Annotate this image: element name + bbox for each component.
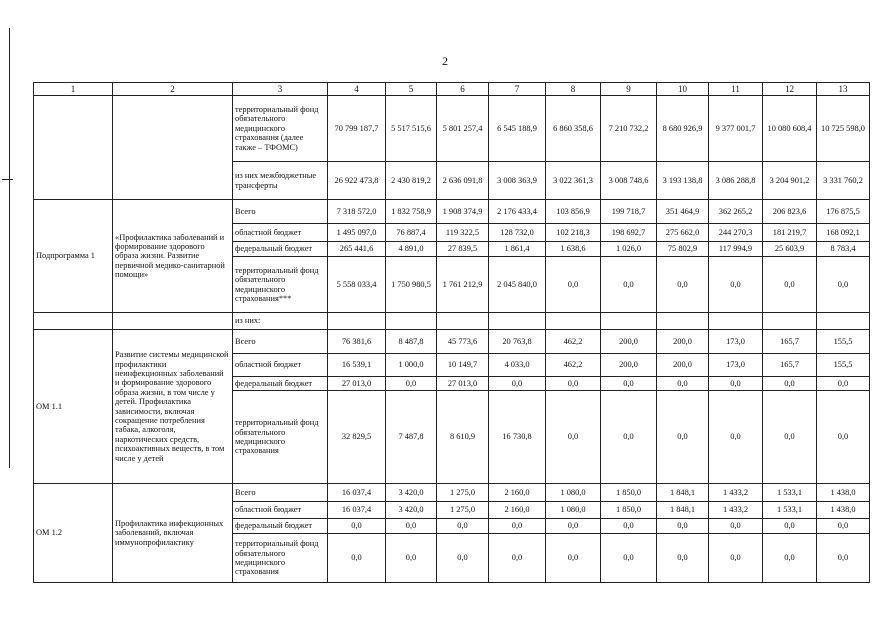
column-header: 4 [328, 83, 386, 96]
funding-source-cell: территориальный фонд обязательного медицинского страхования [233, 391, 328, 484]
value-cell: 75 802,9 [657, 242, 709, 257]
value-cell: 1 850,0 [601, 502, 657, 519]
value-cell: 6 545 188,9 [489, 96, 546, 162]
program-code-cell: Подпрограмма 1 [34, 200, 113, 313]
value-cell: 1 026,0 [601, 242, 657, 257]
funding-source-cell: Всего [233, 330, 328, 354]
page-number: 2 [442, 54, 448, 68]
value-cell: 0,0 [437, 519, 489, 534]
value-cell [386, 313, 437, 330]
program-name-cell: Профилактика инфекционных заболеваний, включая иммунопрофилактику [113, 484, 233, 583]
value-cell: 0,0 [386, 534, 437, 583]
value-cell: 16 037,4 [328, 502, 386, 519]
value-cell: 5 801 257,4 [437, 96, 489, 162]
value-cell: 0,0 [546, 257, 601, 313]
value-cell: 0,0 [386, 377, 437, 391]
value-cell: 26 922 473,8 [328, 162, 386, 200]
program-code-cell: ОМ 1.2 [34, 484, 113, 583]
value-cell: 1 533,1 [763, 502, 817, 519]
value-cell: 0,0 [489, 377, 546, 391]
table-row [34, 330, 870, 354]
funding-source-cell: Всего [233, 200, 328, 224]
table-row [34, 313, 870, 330]
value-cell: 128 732,0 [489, 224, 546, 242]
value-cell: 155,5 [817, 330, 870, 354]
value-cell: 265 441,6 [328, 242, 386, 257]
program-name-cell [113, 313, 233, 330]
value-cell: 1 080,0 [546, 484, 601, 502]
value-cell: 1 848,1 [657, 484, 709, 502]
value-cell: 155,5 [817, 354, 870, 377]
value-cell: 0,0 [601, 519, 657, 534]
table-row [34, 200, 870, 224]
value-cell: 6 860 358,6 [546, 96, 601, 162]
value-cell: 0,0 [763, 377, 817, 391]
value-cell: 2 045 840,0 [489, 257, 546, 313]
value-cell: 1 761 212,9 [437, 257, 489, 313]
value-cell [489, 313, 546, 330]
value-cell: 27 839,5 [437, 242, 489, 257]
value-cell: 8 487,8 [386, 330, 437, 354]
value-cell: 0,0 [328, 519, 386, 534]
value-cell: 200,0 [601, 354, 657, 377]
funding-source-cell: федеральный бюджет [233, 377, 328, 391]
value-cell: 3 204 901,2 [763, 162, 817, 200]
funding-source-cell: территориальный фонд обязательного медицинского страхования*** [233, 257, 328, 313]
value-cell: 0,0 [489, 519, 546, 534]
value-cell: 0,0 [817, 257, 870, 313]
value-cell: 1 832 758,9 [386, 200, 437, 224]
value-cell: 275 662,0 [657, 224, 709, 242]
value-cell: 0,0 [763, 519, 817, 534]
value-cell: 0,0 [657, 534, 709, 583]
value-cell: 0,0 [601, 534, 657, 583]
value-cell: 1 908 374,9 [437, 200, 489, 224]
value-cell: 2 636 091,8 [437, 162, 489, 200]
column-header: 5 [386, 83, 437, 96]
value-cell [601, 313, 657, 330]
value-cell: 3 086 288,8 [709, 162, 763, 200]
value-cell: 0,0 [709, 534, 763, 583]
value-cell: 1 850,0 [601, 484, 657, 502]
value-cell: 5 558 033,4 [328, 257, 386, 313]
value-cell: 7 487,8 [386, 391, 437, 484]
value-cell: 0,0 [546, 534, 601, 583]
value-cell: 200,0 [657, 354, 709, 377]
column-header: 1 [34, 83, 113, 96]
column-header: 11 [709, 83, 763, 96]
value-cell: 0,0 [657, 519, 709, 534]
value-cell: 2 160,0 [489, 502, 546, 519]
table-row [34, 484, 870, 502]
value-cell: 16 037,4 [328, 484, 386, 502]
funding-source-cell: областной бюджет [233, 354, 328, 377]
value-cell: 1 275,0 [437, 502, 489, 519]
value-cell: 0,0 [817, 391, 870, 484]
value-cell: 1 000,0 [386, 354, 437, 377]
value-cell: 103 856,9 [546, 200, 601, 224]
value-cell: 2 176 433,4 [489, 200, 546, 224]
value-cell: 3 420,0 [386, 502, 437, 519]
program-name-cell [113, 96, 233, 200]
value-cell: 0,0 [709, 257, 763, 313]
value-cell [709, 313, 763, 330]
value-cell: 165,7 [763, 354, 817, 377]
value-cell: 3 008 363,9 [489, 162, 546, 200]
value-cell: 1 495 097,0 [328, 224, 386, 242]
column-header: 12 [763, 83, 817, 96]
funding-source-cell: Всего [233, 484, 328, 502]
column-header: 2 [113, 83, 233, 96]
column-header: 13 [817, 83, 870, 96]
value-cell: 0,0 [546, 377, 601, 391]
value-cell: 1 533,1 [763, 484, 817, 502]
program-code-cell [34, 96, 113, 200]
value-cell: 165,7 [763, 330, 817, 354]
value-cell: 16 539,1 [328, 354, 386, 377]
value-cell: 1 750 980,5 [386, 257, 437, 313]
value-cell: 10 725 598,0 [817, 96, 870, 162]
value-cell: 1 438,0 [817, 484, 870, 502]
value-cell: 76 887,4 [386, 224, 437, 242]
value-cell: 1 638,6 [546, 242, 601, 257]
value-cell: 199 718,7 [601, 200, 657, 224]
value-cell: 0,0 [709, 391, 763, 484]
value-cell: 206 823,6 [763, 200, 817, 224]
program-code-cell [34, 313, 113, 330]
value-cell: 16 730,8 [489, 391, 546, 484]
value-cell: 27 013,0 [328, 377, 386, 391]
value-cell: 1 275,0 [437, 484, 489, 502]
left-margin-line [9, 28, 10, 468]
funding-source-cell: областной бюджет [233, 502, 328, 519]
value-cell: 0,0 [657, 391, 709, 484]
value-cell: 1 861,4 [489, 242, 546, 257]
value-cell: 0,0 [601, 377, 657, 391]
value-cell: 200,0 [601, 330, 657, 354]
column-header: 7 [489, 83, 546, 96]
column-header: 8 [546, 83, 601, 96]
value-cell: 173,0 [709, 330, 763, 354]
value-cell: 0,0 [386, 519, 437, 534]
value-cell: 70 799 187,7 [328, 96, 386, 162]
value-cell: 181 219,7 [763, 224, 817, 242]
header-row [34, 83, 870, 96]
budget-table [33, 82, 870, 583]
value-cell: 45 773,6 [437, 330, 489, 354]
value-cell: 4 033,0 [489, 354, 546, 377]
table-body [34, 96, 870, 583]
value-cell: 9 377 001,7 [709, 96, 763, 162]
value-cell: 3 193 138,8 [657, 162, 709, 200]
value-cell: 3 022 361,3 [546, 162, 601, 200]
value-cell: 0,0 [657, 257, 709, 313]
value-cell: 462,2 [546, 354, 601, 377]
value-cell: 3 420,0 [386, 484, 437, 502]
value-cell: 462,2 [546, 330, 601, 354]
value-cell: 0,0 [489, 534, 546, 583]
value-cell: 8 610,9 [437, 391, 489, 484]
value-cell: 0,0 [546, 519, 601, 534]
funding-source-cell: областной бюджет [233, 224, 328, 242]
value-cell: 3 008 748,6 [601, 162, 657, 200]
funding-source-cell: федеральный бюджет [233, 519, 328, 534]
value-cell: 20 763,8 [489, 330, 546, 354]
value-cell: 76 381,6 [328, 330, 386, 354]
value-cell: 244 270,3 [709, 224, 763, 242]
value-cell: 1 438,0 [817, 502, 870, 519]
value-cell: 7 318 572,0 [328, 200, 386, 224]
program-code-cell: ОМ 1.1 [34, 330, 113, 484]
value-cell: 0,0 [601, 257, 657, 313]
value-cell: 0,0 [817, 519, 870, 534]
value-cell: 10 080 608,4 [763, 96, 817, 162]
value-cell [328, 313, 386, 330]
funding-source-cell: из них межбюджетные трансферты [233, 162, 328, 200]
value-cell: 0,0 [657, 377, 709, 391]
value-cell: 8 680 926,9 [657, 96, 709, 162]
value-cell: 173,0 [709, 354, 763, 377]
value-cell: 168 092,1 [817, 224, 870, 242]
value-cell: 0,0 [817, 534, 870, 583]
value-cell: 8 783,4 [817, 242, 870, 257]
column-header: 6 [437, 83, 489, 96]
funding-source-cell: территориальный фонд обязательного медицинского страхования [233, 534, 328, 583]
value-cell: 119 322,5 [437, 224, 489, 242]
value-cell: 102 218,3 [546, 224, 601, 242]
funding-source-cell: территориальный фонд обязательного медицинского страхования (далее также – ТФОМС) [233, 96, 328, 162]
value-cell [657, 313, 709, 330]
value-cell: 117 994,9 [709, 242, 763, 257]
value-cell: 2 160,0 [489, 484, 546, 502]
value-cell [546, 313, 601, 330]
value-cell: 0,0 [601, 391, 657, 484]
value-cell: 0,0 [709, 519, 763, 534]
value-cell: 1 433,2 [709, 502, 763, 519]
funding-source-cell: из них: [233, 313, 328, 330]
value-cell: 25 603,9 [763, 242, 817, 257]
value-cell: 0,0 [328, 534, 386, 583]
value-cell: 176 875,5 [817, 200, 870, 224]
value-cell [763, 313, 817, 330]
funding-source-cell: федеральный бюджет [233, 242, 328, 257]
value-cell: 0,0 [763, 257, 817, 313]
value-cell: 351 464,9 [657, 200, 709, 224]
value-cell: 1 080,0 [546, 502, 601, 519]
column-header: 10 [657, 83, 709, 96]
value-cell: 10 149,7 [437, 354, 489, 377]
value-cell: 0,0 [763, 391, 817, 484]
program-name-cell: Развитие системы медицинской профилактики неинфекционных заболеваний и формирование здорового образа жизни, в том числе у детей. Профилактика зависимости, включая сокращение потребления табака, алкоголя, наркотических средств, психоактивных веществ, в том числе у детей [113, 330, 233, 484]
value-cell: 0,0 [437, 534, 489, 583]
value-cell: 0,0 [817, 377, 870, 391]
value-cell: 1 433,2 [709, 484, 763, 502]
value-cell: 3 331 760,2 [817, 162, 870, 200]
value-cell: 1 848,1 [657, 502, 709, 519]
value-cell: 4 891,0 [386, 242, 437, 257]
column-header: 3 [233, 83, 328, 96]
column-header: 9 [601, 83, 657, 96]
value-cell: 198 692,7 [601, 224, 657, 242]
value-cell [817, 313, 870, 330]
value-cell: 7 210 732,2 [601, 96, 657, 162]
value-cell: 200,0 [657, 330, 709, 354]
value-cell: 0,0 [546, 391, 601, 484]
value-cell [437, 313, 489, 330]
value-cell: 32 829,5 [328, 391, 386, 484]
value-cell: 27 013,0 [437, 377, 489, 391]
value-cell: 5 517 515,6 [386, 96, 437, 162]
value-cell: 0,0 [709, 377, 763, 391]
value-cell: 0,0 [763, 534, 817, 583]
table-row [34, 96, 870, 162]
value-cell: 362 265,2 [709, 200, 763, 224]
left-margin-tick [2, 179, 13, 180]
value-cell: 2 430 819,2 [386, 162, 437, 200]
program-name-cell: «Профилактика заболеваний и формирование здорового образа жизни. Развитие первичной медико-санитарной помощи» [113, 200, 233, 313]
